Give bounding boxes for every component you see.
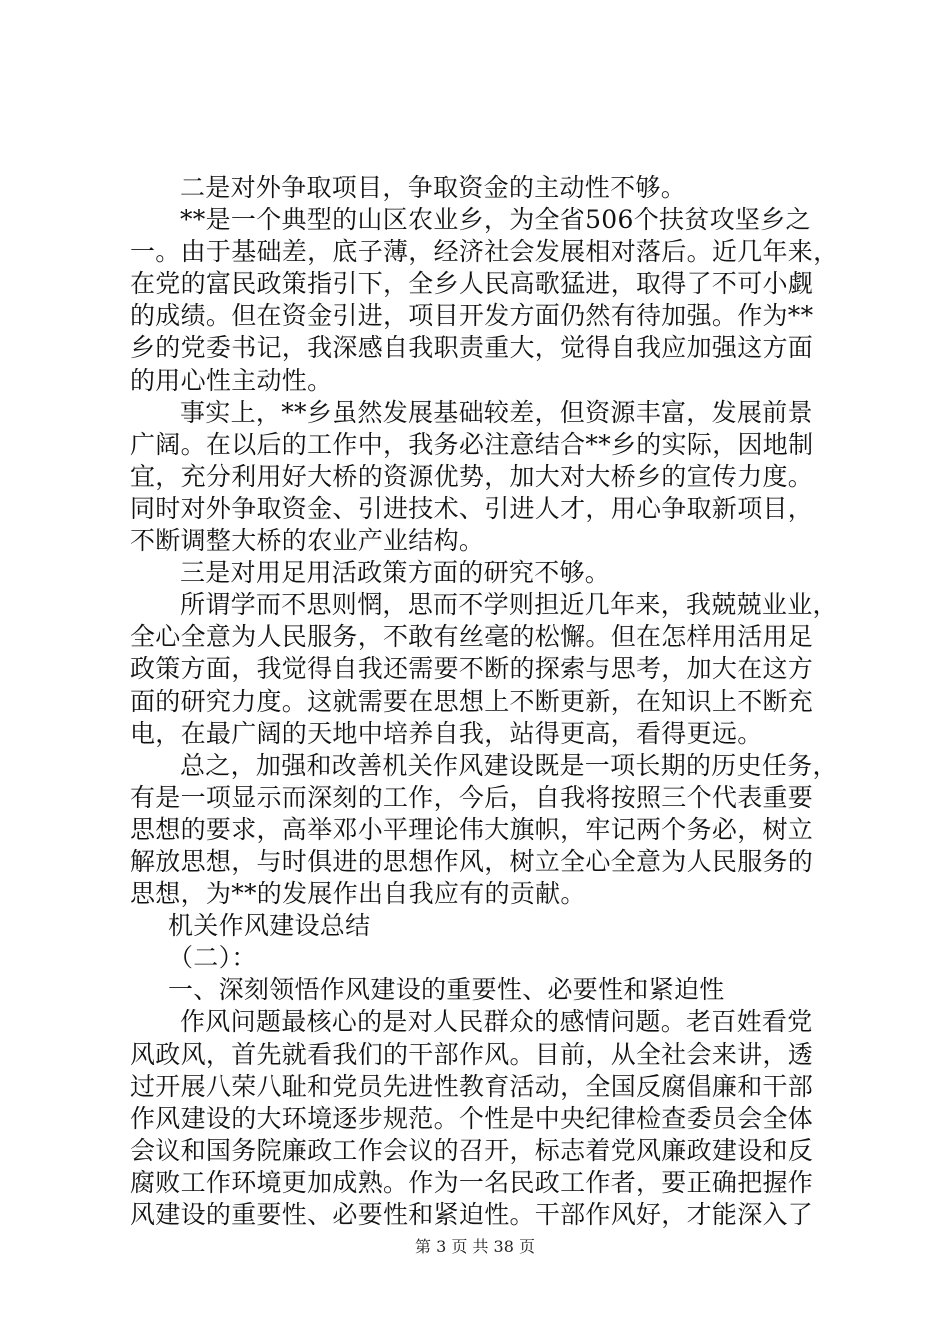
text-line: 电，在最广阔的天地中培养自我，站得更高，看得更远。 [130,718,763,748]
text-line: 同时对外争取资金、引进技术、引进人才，用心争取新项目， [130,493,814,523]
page-footer: 第 3 页 共 38 页 [415,1237,535,1256]
text-line: 乡的党委书记，我深感自我职责重大，觉得自我应加强这方面 [130,333,814,363]
text-line: 风建设的重要性、必要性和紧迫性。干部作风好，才能深入了 [130,1200,814,1229]
text-line: 作风建设的大环境逐步规范。个性是中央纪律检查委员会全体 [130,1103,814,1133]
text-line: 政策方面，我觉得自我还需要不断的探索与思考，加大在这方 [130,654,814,684]
text-line: 腐败工作环境更加成熟。作为一名民政工作者，要正确把握作 [130,1167,814,1197]
text-line: 全心全意为人民服务，不敢有丝毫的松懈。但在怎样用活用足 [130,622,814,652]
text-line: 的用心性主动性。 [130,365,333,395]
text-line: 广阔。在以后的工作中，我务必注意结合**乡的实际，因地制 [130,429,814,459]
text-line: 机关作风建设总结 [168,911,371,941]
document-body [130,172,839,1231]
text-line: 风政风，首先就看我们的干部作风。目前，从全社会来讲，透 [130,1039,814,1069]
text-line: 三是对用足用活政策方面的研究不够。 [180,558,611,588]
text-line: 作风问题最核心的是对人民群众的感情问题。老百姓看党 [180,1007,813,1037]
text-line: 的成绩。但在资金引进，项目开发方面仍然有待加强。作为** [130,301,814,331]
text-line: （二）： [168,943,257,973]
text-line: 一。由于基础差，底子薄，经济社会发展相对落后。近几年来， [130,237,839,267]
text-line: 总之，加强和改善机关作风建设既是一项长期的历史任务， [180,750,838,780]
text-line: 事实上，**乡虽然发展基础较差，但资源丰富，发展前景 [180,397,813,427]
text-line: 二是对外争取项目，争取资金的主动性不够。 [180,173,687,202]
text-line: 过开展八荣八耻和党员先进性教育活动，全国反腐倡廉和干部 [130,1071,814,1101]
text-line: 思想的要求，高举邓小平理论伟大旗帜，牢记两个务必，树立 [130,814,814,844]
text-line: 解放思想，与时俱进的思想作风，树立全心全意为人民服务的 [130,846,814,876]
text-line: 一、深刻领悟作风建设的重要性、必要性和紧迫性 [168,975,725,1005]
text-line: 会议和国务院廉政工作会议的召开，标志着党风廉政建设和反 [130,1135,814,1165]
text-line: 面的研究力度。这就需要在思想上不断更新，在知识上不断充 [130,686,814,716]
text-line: 有是一项显示而深刻的工作，今后，自我将按照三个代表重要 [130,782,814,812]
text-line: 所谓学而不思则惘，思而不学则担近几年来，我兢兢业业， [180,590,838,620]
text-line: 不断调整大桥的农业产业结构。 [130,526,485,556]
text-line: 思想，为**的发展作出自我应有的贡献。 [130,879,586,909]
text-line: **是一个典型的山区农业乡，为全省506个扶贫攻坚乡之 [180,205,811,235]
text-line: 在党的富民政策指引下，全乡人民高歌猛进，取得了不可小觑 [130,269,814,299]
text-line: 宜，充分利用好大桥的资源优势，加大对大桥乡的宣传力度。 [130,461,814,491]
